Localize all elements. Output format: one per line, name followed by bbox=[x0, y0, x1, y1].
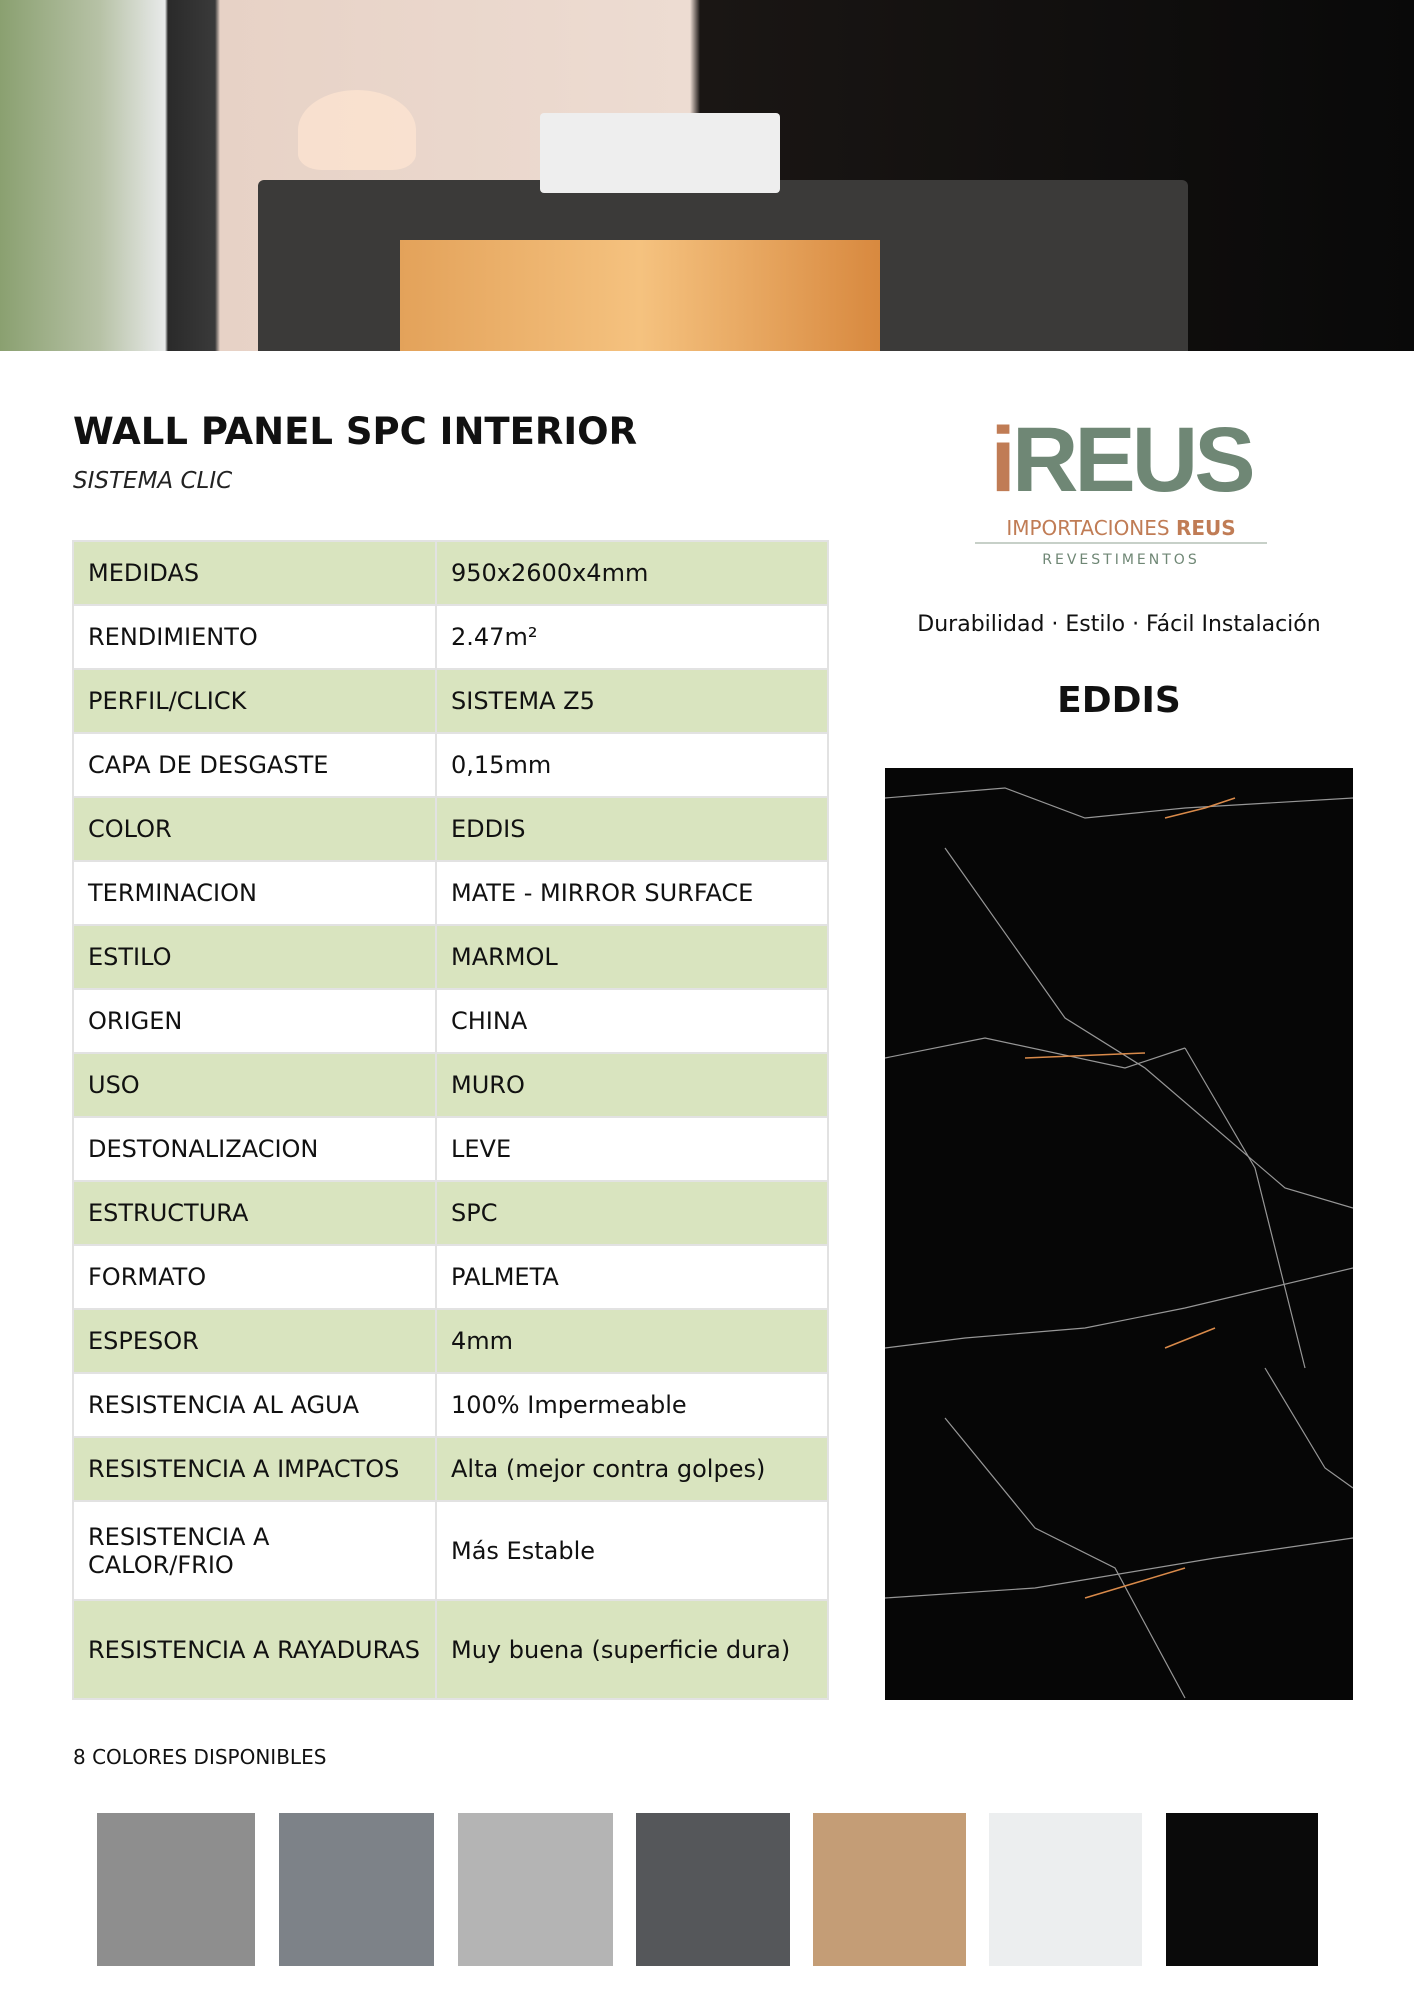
spec-value: 950x2600x4mm bbox=[436, 541, 828, 605]
spec-row bbox=[73, 1245, 828, 1309]
spec-row bbox=[73, 797, 828, 861]
spec-label: ESPESOR bbox=[73, 1309, 436, 1373]
hero-image bbox=[0, 0, 1414, 351]
spec-value: PALMETA bbox=[436, 1245, 828, 1309]
company-logo bbox=[975, 409, 1267, 572]
spec-row bbox=[73, 861, 828, 925]
product-name: EDDIS bbox=[1057, 680, 1181, 721]
spec-value: MATE - MIRROR SURFACE bbox=[436, 861, 828, 925]
color-swatch[interactable] bbox=[636, 1813, 790, 1966]
spec-label: TERMINACION bbox=[73, 861, 436, 925]
vase-illustration bbox=[298, 90, 416, 170]
spec-value: Alta (mejor contra golpes) bbox=[436, 1437, 828, 1501]
spec-row bbox=[73, 1373, 828, 1437]
logo-company: IMPORTACIONES bbox=[1006, 516, 1170, 540]
spec-value: 2.47m² bbox=[436, 605, 828, 669]
spec-value: EDDIS bbox=[436, 797, 828, 861]
spec-row bbox=[73, 1309, 828, 1373]
spec-label: RENDIMIENTO bbox=[73, 605, 436, 669]
spec-value: MARMOL bbox=[436, 925, 828, 989]
spec-value: LEVE bbox=[436, 1117, 828, 1181]
spec-row bbox=[73, 1053, 828, 1117]
color-swatch[interactable] bbox=[279, 1813, 434, 1966]
spec-value: Más Estable bbox=[436, 1501, 828, 1600]
spec-label: USO bbox=[73, 1053, 436, 1117]
wood-panel-illustration bbox=[400, 240, 880, 351]
spec-label: DESTONALIZACION bbox=[73, 1117, 436, 1181]
spec-table bbox=[72, 540, 829, 1700]
spec-label: RESISTENCIA AL AGUA bbox=[73, 1373, 436, 1437]
spec-value: CHINA bbox=[436, 989, 828, 1053]
spec-label: PERFIL/CLICK bbox=[73, 669, 436, 733]
spec-row bbox=[73, 541, 828, 605]
page-subtitle: SISTEMA CLIC bbox=[73, 468, 233, 494]
spec-row bbox=[73, 1181, 828, 1245]
spec-row bbox=[73, 669, 828, 733]
spec-value: Muy buena (superficie dura) bbox=[436, 1600, 828, 1699]
spec-label: ESTILO bbox=[73, 925, 436, 989]
spec-label: ORIGEN bbox=[73, 989, 436, 1053]
color-swatch[interactable] bbox=[97, 1813, 255, 1966]
product-image bbox=[885, 768, 1353, 1700]
spec-row bbox=[73, 1117, 828, 1181]
spec-row bbox=[73, 733, 828, 797]
marble-veins bbox=[885, 768, 1353, 1700]
color-swatch[interactable] bbox=[989, 1813, 1142, 1966]
spec-label: FORMATO bbox=[73, 1245, 436, 1309]
color-swatch[interactable] bbox=[813, 1813, 966, 1966]
spec-row bbox=[73, 989, 828, 1053]
product-features: Durabilidad · Estilo · Fácil Instalación bbox=[917, 612, 1321, 637]
spec-value: 0,15mm bbox=[436, 733, 828, 797]
color-swatch[interactable] bbox=[458, 1813, 613, 1966]
spec-label: RESISTENCIA A RAYADURAS bbox=[73, 1600, 436, 1699]
spec-label: ESTRUCTURA bbox=[73, 1181, 436, 1245]
spec-row bbox=[73, 605, 828, 669]
spec-value: SPC bbox=[436, 1181, 828, 1245]
page-title: WALL PANEL SPC INTERIOR bbox=[73, 410, 638, 453]
spec-value: 4mm bbox=[436, 1309, 828, 1373]
logo-company-bold: REUS bbox=[1175, 516, 1236, 540]
spec-row bbox=[73, 925, 828, 989]
spec-value: SISTEMA Z5 bbox=[436, 669, 828, 733]
laptop-illustration bbox=[540, 113, 780, 193]
spec-label: CAPA DE DESGASTE bbox=[73, 733, 436, 797]
spec-value: MURO bbox=[436, 1053, 828, 1117]
logo-mark: iREUS bbox=[990, 409, 1252, 511]
spec-label: COLOR bbox=[73, 797, 436, 861]
spec-label: RESISTENCIA A IMPACTOS bbox=[73, 1437, 436, 1501]
colors-available-label: 8 COLORES DISPONIBLES bbox=[73, 1745, 327, 1769]
spec-row bbox=[73, 1600, 828, 1699]
spec-row bbox=[73, 1437, 828, 1501]
spec-label: MEDIDAS bbox=[73, 541, 436, 605]
spec-value: 100% Impermeable bbox=[436, 1373, 828, 1437]
spec-row bbox=[73, 1501, 828, 1600]
spec-label: RESISTENCIA A CALOR/FRIO bbox=[73, 1501, 436, 1600]
logo-tagline: REVESTIMENTOS bbox=[1042, 552, 1200, 568]
color-swatch[interactable] bbox=[1166, 1813, 1318, 1966]
